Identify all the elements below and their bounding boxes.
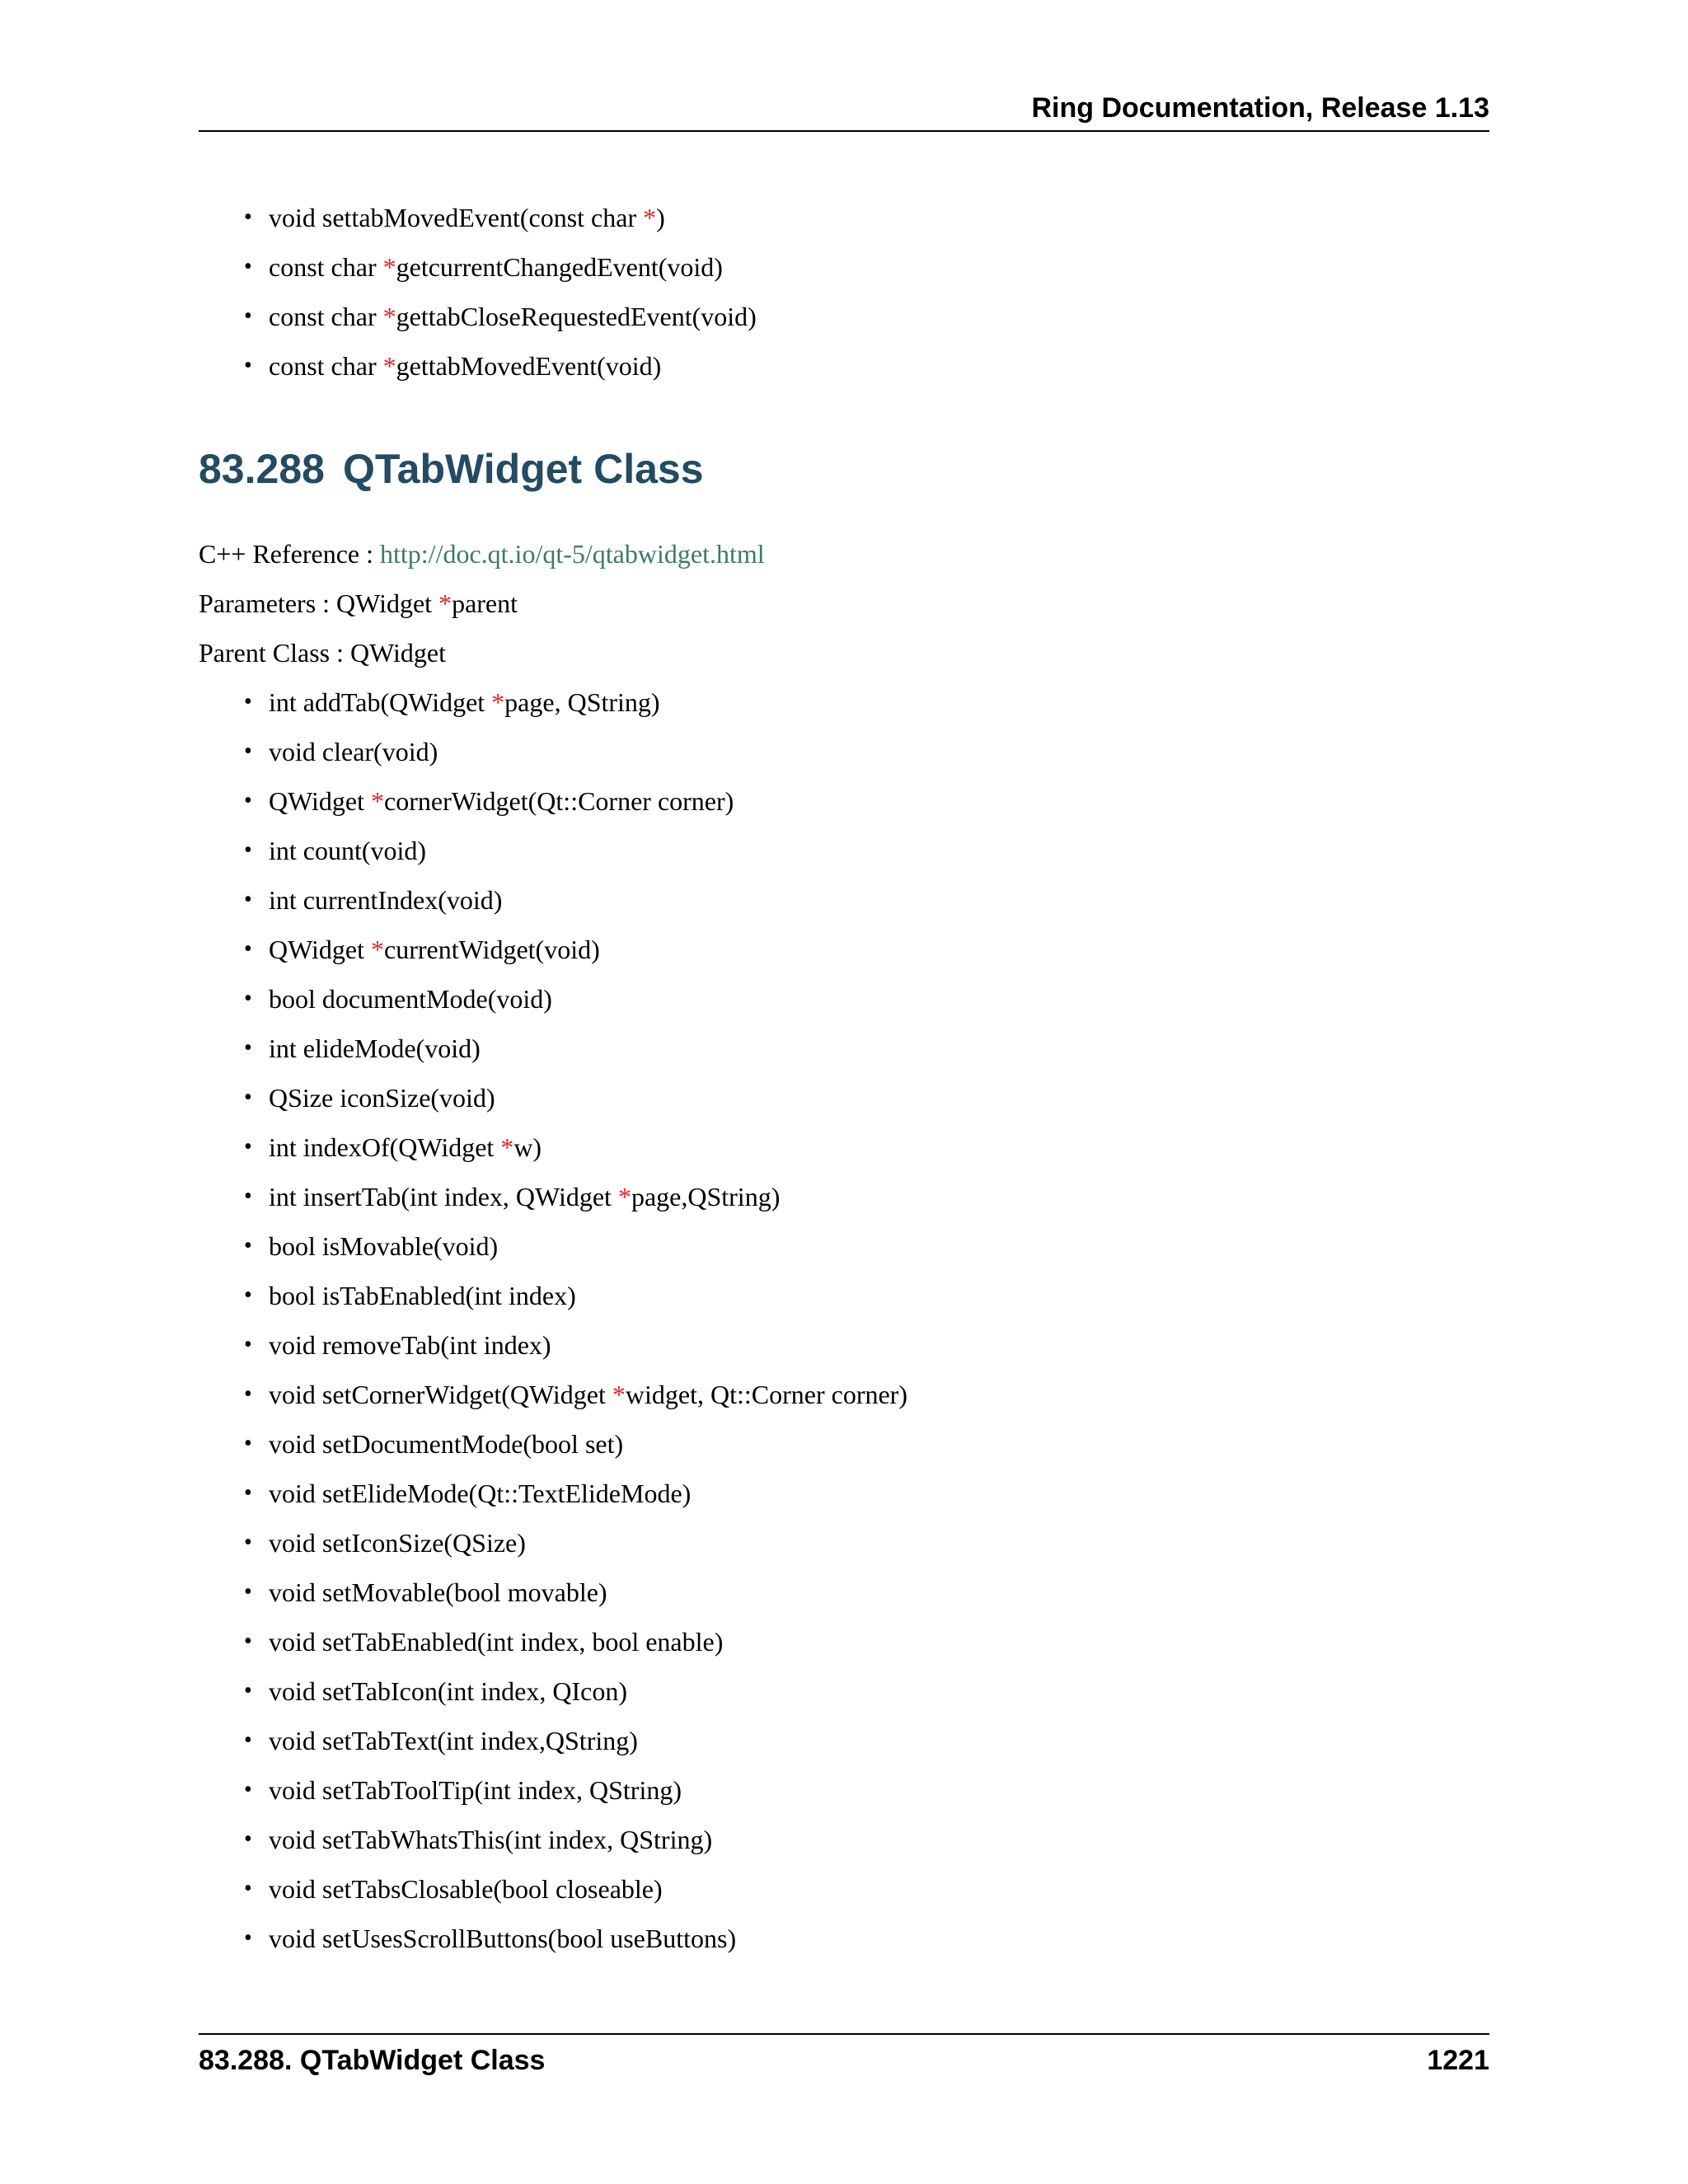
item-text-after: page, QString) [504,687,660,717]
list-item [244,1221,907,1271]
list-item [244,875,907,925]
bullet-icon: • [244,1727,252,1753]
item-text-before: void setTabToolTip(int index, QString) [269,1775,682,1805]
footer-section-title: 83.288. QTabWidget Class [199,2045,546,2076]
bullet-icon: • [244,1925,252,1951]
bullet-icon: • [244,1381,252,1407]
bullet-icon: • [244,1480,252,1506]
bullet-icon: • [244,1579,252,1605]
bullet-icon: • [244,887,252,912]
bullet-icon: • [244,1777,252,1802]
pointer-star: * [617,1182,631,1212]
list-item [244,341,757,391]
item-text-before: void clear(void) [269,737,438,766]
list-item [244,727,907,776]
item-text-before: int currentIndex(void) [269,885,503,915]
pointer-star: * [491,687,505,717]
item-text-before: void setCornerWidget(QWidget [269,1380,612,1409]
item-text-after: gettabMovedEvent(void) [396,351,662,381]
bullet-icon: • [244,1183,252,1209]
bullet-icon: • [244,1332,252,1357]
item-text-before: void setDocumentMode(bool set) [269,1429,624,1459]
bullet-icon: • [244,1282,252,1308]
item-text-after: currentWidget(void) [384,935,600,964]
bullet-icon: • [244,1233,252,1258]
item-text-before: const char [269,302,383,331]
parent-class-line: Parent Class : QWidget [199,638,446,668]
list-item [244,1568,907,1617]
item-text-before: void setTabIcon(int index, QIcon) [269,1676,627,1706]
item-text-before: int indexOf(QWidget [269,1132,501,1162]
list-item [244,1122,907,1172]
item-text-after: widget, Qt::Corner corner) [625,1380,907,1409]
list-item [244,1914,907,1963]
list-item [244,193,757,242]
list-item [244,677,907,727]
list-item [244,1765,907,1815]
bullet-icon: • [244,986,252,1011]
bullet-icon: • [244,1678,252,1704]
item-text-before: bool documentMode(void) [269,984,552,1014]
page-header [199,89,1489,132]
bullet-icon: • [244,204,252,230]
list-item [244,925,907,974]
bullet-icon: • [244,837,252,863]
bullet-icon: • [244,1035,252,1061]
bullet-icon: • [244,1134,252,1160]
pointer-star: * [438,588,452,618]
pointer-star: * [382,351,396,381]
item-text-after: ) [656,203,665,232]
pointer-star: * [371,935,385,964]
reference-link[interactable]: http://doc.qt.io/qt-5/qtabwidget.html [380,539,765,569]
pointer-star: * [371,786,385,816]
running-title: Ring Documentation, Release 1.13 [1031,92,1489,124]
list-item [244,1815,907,1864]
section-title [199,440,704,498]
list-item [244,1666,907,1716]
item-text-before: void removeTab(int index) [269,1330,551,1360]
list-item [244,242,757,292]
bullet-icon: • [244,1826,252,1852]
item-text-after: w) [513,1132,542,1162]
list-item [244,1716,907,1765]
item-text-before: void setTabWhatsThis(int index, QString) [269,1825,713,1854]
item-text-before: bool isTabEnabled(int index) [269,1281,576,1310]
list-item [244,1024,907,1073]
page-footer [199,2033,1489,2084]
section-title-text: QTabWidget Class [342,446,704,492]
bullet-icon: • [244,689,252,715]
bullet-icon: • [244,1085,252,1110]
bullet-icon: • [244,303,252,329]
list-item [244,1073,907,1122]
pointer-star: * [500,1132,514,1162]
pointer-star: * [382,302,396,331]
item-text-before: int addTab(QWidget [269,687,492,717]
list-item [244,1370,907,1419]
item-text-before: int elideMode(void) [269,1033,481,1063]
bullet-icon: • [244,1629,252,1654]
list-item [244,974,907,1024]
parameters-text-before: Parameters : QWidget [199,588,439,618]
list-item [244,1617,907,1666]
list-item [244,1172,907,1221]
pointer-star: * [643,203,657,232]
bullet-icon: • [244,1530,252,1555]
reference-label: C++ Reference : [199,539,380,569]
list-item [244,776,907,826]
cpp-reference-line [199,529,765,579]
list-item [244,1469,907,1518]
bullet-icon: • [244,1876,252,1901]
bullet-icon: • [244,936,252,962]
parameters-text-after: parent [452,588,518,618]
item-text-after: cornerWidget(Qt::Corner corner) [384,786,734,816]
event-getter-list [244,193,757,391]
item-text-before: void setUsesScrollButtons(bool useButtons) [269,1924,737,1953]
item-text-after: page,QString) [631,1182,781,1212]
pointer-star: * [612,1380,626,1409]
item-text-before: void setTabsClosable(bool closeable) [269,1874,663,1904]
item-text-before: bool isMovable(void) [269,1231,499,1261]
item-text-before: QSize iconSize(void) [269,1083,495,1113]
list-item [244,1320,907,1370]
item-text-before: QWidget [269,935,372,964]
item-text-before: int count(void) [269,836,427,865]
page-number: 1221 [1427,2045,1489,2076]
list-item [244,292,757,341]
bullet-icon: • [244,738,252,764]
item-text-before: const char [269,252,383,282]
item-text-before: void setTabEnabled(int index, bool enable) [269,1627,724,1657]
pointer-star: * [382,252,396,282]
item-text-before: const char [269,351,383,381]
list-item [244,1419,907,1469]
list-item [244,826,907,875]
item-text-before: void setMovable(bool movable) [269,1577,607,1607]
item-text-before: void setElideMode(Qt::TextElideMode) [269,1479,692,1508]
bullet-icon: • [244,254,252,279]
item-text-before: QWidget [269,786,372,816]
list-item [244,1518,907,1568]
item-text-after: getcurrentChangedEvent(void) [396,252,723,282]
bullet-icon: • [244,1431,252,1456]
item-text-before: int insertTab(int index, QWidget [269,1182,618,1212]
list-item [244,1864,907,1914]
item-text-before: void settabMovedEvent(const char [269,203,644,232]
item-text-before: void setTabText(int index,QString) [269,1726,638,1755]
bullet-icon: • [244,353,252,378]
list-item [244,1271,907,1320]
item-text-after: gettabCloseRequestedEvent(void) [396,302,757,331]
item-text-before: void setIconSize(QSize) [269,1528,526,1558]
section-number: 83.288 [199,446,325,492]
bullet-icon: • [244,788,252,813]
method-list [244,677,907,1963]
parameters-line [199,579,518,628]
